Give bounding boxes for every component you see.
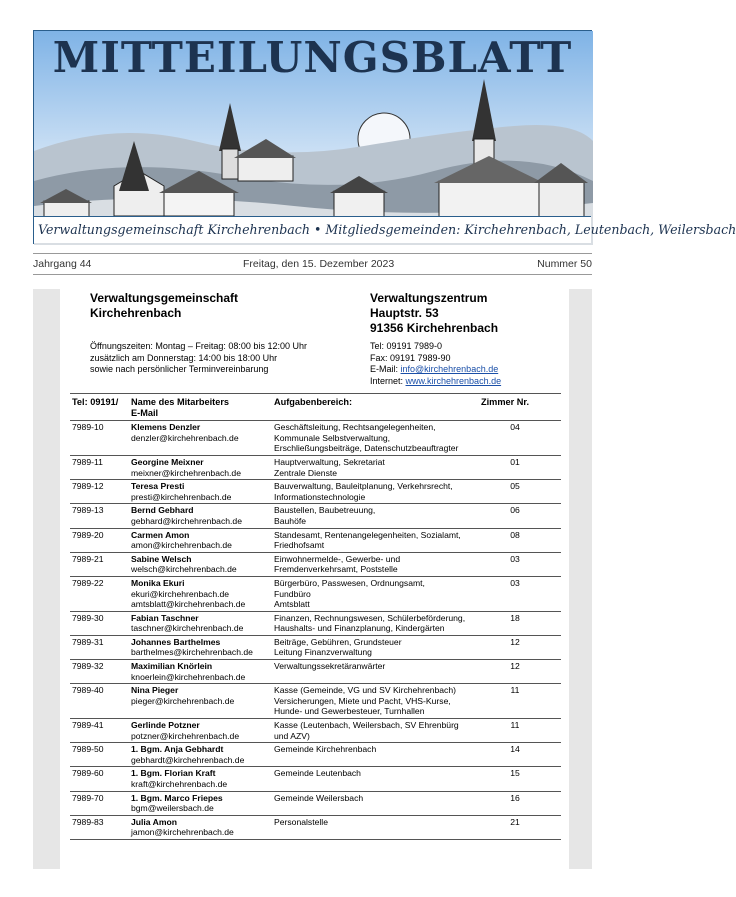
row-tasks bbox=[274, 611, 469, 635]
row-email[interactable]: meixner@kirchehrenbach.de bbox=[131, 467, 241, 478]
row-email[interactable]: presti@kirchehrenbach.de bbox=[131, 491, 232, 502]
row-task-line: Geschäftsleitung, Rechtsangelegenheiten, bbox=[274, 422, 436, 433]
row-task-line: Versicherungen, Miete und Pacht, VHS-Kurse, bbox=[274, 695, 451, 706]
web-link[interactable]: www.kirchehrenbach.de bbox=[405, 375, 502, 386]
row-tel: 7989-12 bbox=[72, 481, 104, 492]
row-tasks bbox=[274, 719, 469, 743]
row-tasks bbox=[274, 684, 469, 719]
table-row bbox=[70, 576, 561, 611]
row-room: 16 bbox=[510, 792, 520, 803]
row-email[interactable]: bgm@weilersbach.de bbox=[131, 803, 214, 814]
row-task-line: Zentrale Dienste bbox=[274, 467, 338, 478]
vg-line-1: Verwaltungsgemeinschaft bbox=[90, 291, 239, 305]
row-task-line: Haushalts- und Finanzplanung, Kindergärten bbox=[274, 623, 445, 634]
row-tel: 7989-32 bbox=[72, 661, 104, 672]
issue-rule-top bbox=[33, 253, 592, 254]
table-row bbox=[70, 528, 561, 552]
row-room: 12 bbox=[510, 636, 520, 647]
table-row bbox=[70, 611, 561, 635]
row-task-line: Friedhofsamt bbox=[274, 540, 325, 551]
row-person bbox=[131, 635, 274, 659]
row-tasks bbox=[274, 552, 469, 576]
col-tel-header: Tel: 09191/ bbox=[72, 397, 119, 407]
hours-line-2: zusätzlich am Donnerstag: 14:00 bis 18:00 Uhr bbox=[90, 352, 278, 363]
row-email[interactable]: barthelmes@kirchehrenbach.de bbox=[131, 647, 253, 658]
row-name: Gerlinde Potzner bbox=[131, 720, 200, 731]
table-row bbox=[70, 767, 561, 791]
row-task-line: Kasse (Leutenbach, Weilersbach, SV Ehrenbürg bbox=[274, 720, 459, 731]
row-room: 06 bbox=[510, 505, 520, 516]
row-tel: 7989-40 bbox=[72, 685, 104, 696]
table-row bbox=[70, 684, 561, 719]
row-person bbox=[131, 611, 274, 635]
row-name: Maximilian Knörlein bbox=[131, 661, 213, 672]
row-room: 21 bbox=[510, 816, 520, 827]
row-task-line: Hunde- und Gewerbesteuer, Turnhallen bbox=[274, 706, 425, 717]
staff-table-body bbox=[70, 421, 561, 840]
row-task-line: Fremdenverkehrsamt, Poststelle bbox=[274, 564, 398, 575]
vz-line-3: 91356 Kirchehrenbach bbox=[370, 321, 499, 335]
vz-heading bbox=[370, 291, 560, 336]
row-tasks bbox=[274, 815, 469, 839]
row-email[interactable]: knoerlein@kirchehrenbach.de bbox=[131, 671, 246, 682]
row-task-line: Bürgerbüro, Passwesen, Ordnungsamt, bbox=[274, 577, 425, 588]
row-tel: 7989-31 bbox=[72, 636, 104, 647]
row-task-line: Personalstelle bbox=[274, 816, 328, 827]
row-tel: 7989-70 bbox=[72, 792, 104, 803]
row-tel: 7989-11 bbox=[72, 456, 103, 467]
row-tel: 7989-30 bbox=[72, 612, 104, 623]
row-person bbox=[131, 815, 274, 839]
email-label: E-Mail: bbox=[370, 364, 401, 374]
row-task-line: Einwohnermelde-, Gewerbe- und bbox=[274, 553, 401, 564]
row-tel: 7989-60 bbox=[72, 768, 104, 779]
row-room: 03 bbox=[510, 553, 520, 564]
right-margin-bar bbox=[569, 289, 592, 869]
row-room: 11 bbox=[510, 720, 520, 731]
email-link[interactable]: info@kirchehrenbach.de bbox=[400, 364, 499, 374]
hours-line-3: sowie nach persönlicher Terminvereinbarung bbox=[90, 364, 269, 374]
row-tel: 7989-22 bbox=[72, 577, 104, 588]
row-tasks bbox=[274, 528, 469, 552]
row-task-line: Baustellen, Baubetreuung, bbox=[274, 505, 376, 516]
table-row bbox=[70, 552, 561, 576]
row-room: 18 bbox=[510, 612, 520, 623]
row-tel: 7989-13 bbox=[72, 505, 104, 516]
contact-web-line bbox=[370, 376, 565, 388]
row-task-line: Standesamt, Rentenangelegenheiten, Sozialamt, bbox=[274, 529, 461, 540]
issue-year: Jahrgang 44 bbox=[33, 258, 92, 270]
row-tasks bbox=[274, 504, 469, 528]
row-email[interactable]: kraft@kirchehrenbach.de bbox=[131, 779, 228, 789]
row-tel: 7989-50 bbox=[72, 744, 104, 755]
contact-email-line bbox=[370, 364, 565, 376]
row-email[interactable]: gebhard@kirchehrenbach.de bbox=[131, 515, 242, 526]
row-task-line: Amtsblatt bbox=[274, 599, 310, 610]
row-email[interactable]: amon@kirchehrenbach.de bbox=[131, 540, 232, 551]
row-room: 01 bbox=[510, 456, 520, 467]
row-task-line: und AZV) bbox=[274, 730, 310, 741]
vg-heading bbox=[90, 291, 330, 321]
row-person bbox=[131, 455, 274, 479]
opening-hours bbox=[90, 341, 340, 376]
row-person bbox=[131, 528, 274, 552]
issue-number: Nummer 50 bbox=[537, 258, 592, 270]
row-task-line: Fundbüro bbox=[274, 588, 311, 599]
row-tasks bbox=[274, 421, 469, 456]
row-name: Sabine Welsch bbox=[131, 553, 192, 564]
row-task-line: Hauptverwaltung, Sekretariat bbox=[274, 456, 385, 467]
row-task-line: Gemeinde Kirchehrenbach bbox=[274, 744, 377, 755]
row-task-line: Leitung Finanzverwaltung bbox=[274, 647, 372, 658]
row-tasks bbox=[274, 576, 469, 611]
left-margin-bar bbox=[33, 289, 60, 869]
row-task-line: Gemeinde Leutenbach bbox=[274, 768, 361, 779]
table-row bbox=[70, 743, 561, 767]
contact-fax: Fax: 09191 7989-90 bbox=[370, 352, 451, 363]
row-tasks bbox=[274, 480, 469, 504]
row-name: Bernd Gebhard bbox=[131, 505, 194, 516]
issue-date: Freitag, den 15. Dezember 2023 bbox=[243, 258, 395, 270]
row-tasks bbox=[274, 660, 469, 684]
row-task-line: Beiträge, Gebühren, Grundsteuer bbox=[274, 636, 402, 647]
row-person bbox=[131, 684, 274, 719]
staff-table bbox=[70, 393, 561, 840]
vz-line-1: Verwaltungszentrum bbox=[370, 291, 488, 305]
issue-line bbox=[33, 258, 592, 272]
col-task-header: Aufgabenbereich: bbox=[274, 397, 353, 407]
row-name: 1. Bgm. Anja Gebhardt bbox=[131, 744, 224, 755]
row-name: Klemens Denzler bbox=[131, 422, 201, 433]
row-person bbox=[131, 791, 274, 815]
row-name: Julia Amon bbox=[131, 816, 177, 827]
contact-info bbox=[370, 341, 565, 387]
row-email[interactable]: amtsblatt@kirchehrenbach.de bbox=[131, 599, 246, 610]
row-tel: 7989-83 bbox=[72, 816, 104, 827]
row-task-line: Verwaltungssekretäranwärter bbox=[274, 661, 386, 672]
row-email[interactable]: jamon@kirchehrenbach.de bbox=[131, 827, 234, 838]
row-task-line: Bauverwaltung, Bauleitplanung, Verkehrsrecht, bbox=[274, 481, 453, 492]
row-person bbox=[131, 421, 274, 456]
row-person bbox=[131, 767, 274, 791]
col-email-label: E-Mail bbox=[131, 407, 159, 418]
row-room: 03 bbox=[510, 577, 520, 588]
row-person bbox=[131, 719, 274, 743]
row-email[interactable]: gebhardt@kirchehrenbach.de bbox=[131, 754, 245, 765]
row-name: Carmen Amon bbox=[131, 529, 190, 540]
masthead-subtitle: Verwaltungsgemeinschaft Kirchehrenbach • Mitgliedsgemeinden: Kirchehrenbach, Leutenbach, Weilersbach bbox=[34, 216, 591, 243]
row-person bbox=[131, 480, 274, 504]
table-row bbox=[70, 455, 561, 479]
vg-line-2: Kirchehrenbach bbox=[90, 306, 182, 320]
row-room: 14 bbox=[510, 744, 520, 755]
row-task-line: Kasse (Gemeinde, VG und SV Kirchehrenbach) bbox=[274, 685, 456, 696]
row-tel: 7989-10 bbox=[72, 422, 104, 433]
col-name-label: Name des Mitarbeiters bbox=[131, 397, 230, 407]
row-name: Johannes Barthelmes bbox=[131, 636, 221, 647]
row-task-line: Kommunale Selbstverwaltung, bbox=[274, 432, 391, 443]
row-tasks bbox=[274, 791, 469, 815]
contact-page bbox=[60, 289, 569, 869]
row-tasks bbox=[274, 743, 469, 767]
row-room: 04 bbox=[510, 422, 520, 433]
row-person bbox=[131, 552, 274, 576]
table-row bbox=[70, 421, 561, 456]
table-row bbox=[70, 504, 561, 528]
row-tel: 7989-21 bbox=[72, 553, 104, 564]
table-row bbox=[70, 815, 561, 839]
row-name: Teresa Presti bbox=[131, 481, 185, 492]
row-task-line: Bauhöfe bbox=[274, 515, 307, 526]
row-name: 1. Bgm. Florian Kraft bbox=[131, 768, 216, 779]
hours-line-1: Öffnungszeiten: Montag – Freitag: 08:00 bis 12:00 Uhr bbox=[90, 341, 307, 351]
row-room: 08 bbox=[510, 529, 520, 540]
row-name: Nina Pieger bbox=[131, 685, 179, 696]
row-room: 15 bbox=[510, 768, 520, 779]
table-row bbox=[70, 635, 561, 659]
vz-line-2: Hauptstr. 53 bbox=[370, 306, 439, 320]
issue-rule-bottom bbox=[33, 274, 592, 275]
row-person bbox=[131, 576, 274, 611]
col-room-header: Zimmer Nr. bbox=[481, 397, 529, 407]
row-email[interactable]: denzler@kirchehrenbach.de bbox=[131, 432, 239, 443]
contact-tel: Tel: 09191 7989-0 bbox=[370, 341, 443, 351]
row-room: 12 bbox=[510, 661, 520, 672]
row-person bbox=[131, 660, 274, 684]
row-email[interactable]: welsch@kirchehrenbach.de bbox=[131, 564, 237, 575]
masthead-title: MITTEILUNGSBLATT bbox=[52, 33, 573, 82]
masthead bbox=[33, 30, 736, 244]
row-task-line: Gemeinde Weilersbach bbox=[274, 792, 364, 803]
table-row bbox=[70, 660, 561, 684]
staff-table-head bbox=[70, 394, 561, 421]
staff-header-row bbox=[70, 394, 561, 421]
row-room: 11 bbox=[510, 685, 520, 696]
row-name: Fabian Taschner bbox=[131, 612, 199, 623]
row-name: Georgine Meixner bbox=[131, 456, 204, 467]
table-row bbox=[70, 791, 561, 815]
table-row bbox=[70, 480, 561, 504]
row-tasks bbox=[274, 635, 469, 659]
row-task-line: Informationstechnologie bbox=[274, 491, 366, 502]
row-task-line: Erschließungsbeiträge, Datenschutzbeauftragter bbox=[274, 443, 459, 454]
row-name: 1. Bgm. Marco Friepes bbox=[131, 792, 223, 803]
col-name-header bbox=[131, 394, 274, 421]
row-email[interactable]: ekuri@kirchehrenbach.de bbox=[131, 588, 230, 599]
row-person bbox=[131, 743, 274, 767]
web-label: Internet: bbox=[370, 375, 406, 386]
row-person bbox=[131, 504, 274, 528]
row-task-line: Finanzen, Rechnungswesen, Schülerbeförderung, bbox=[274, 612, 466, 623]
row-name: Monika Ekuri bbox=[131, 577, 185, 588]
row-email[interactable]: pieger@kirchehrenbach.de bbox=[131, 695, 235, 706]
row-tasks bbox=[274, 455, 469, 479]
table-row bbox=[70, 719, 561, 743]
row-tasks bbox=[274, 767, 469, 791]
row-tel: 7989-20 bbox=[72, 529, 104, 540]
row-tel: 7989-41 bbox=[72, 720, 104, 731]
row-email[interactable]: taschner@kirchehrenbach.de bbox=[131, 623, 244, 634]
row-email[interactable]: potzner@kirchehrenbach.de bbox=[131, 730, 240, 741]
row-room: 05 bbox=[510, 481, 520, 492]
